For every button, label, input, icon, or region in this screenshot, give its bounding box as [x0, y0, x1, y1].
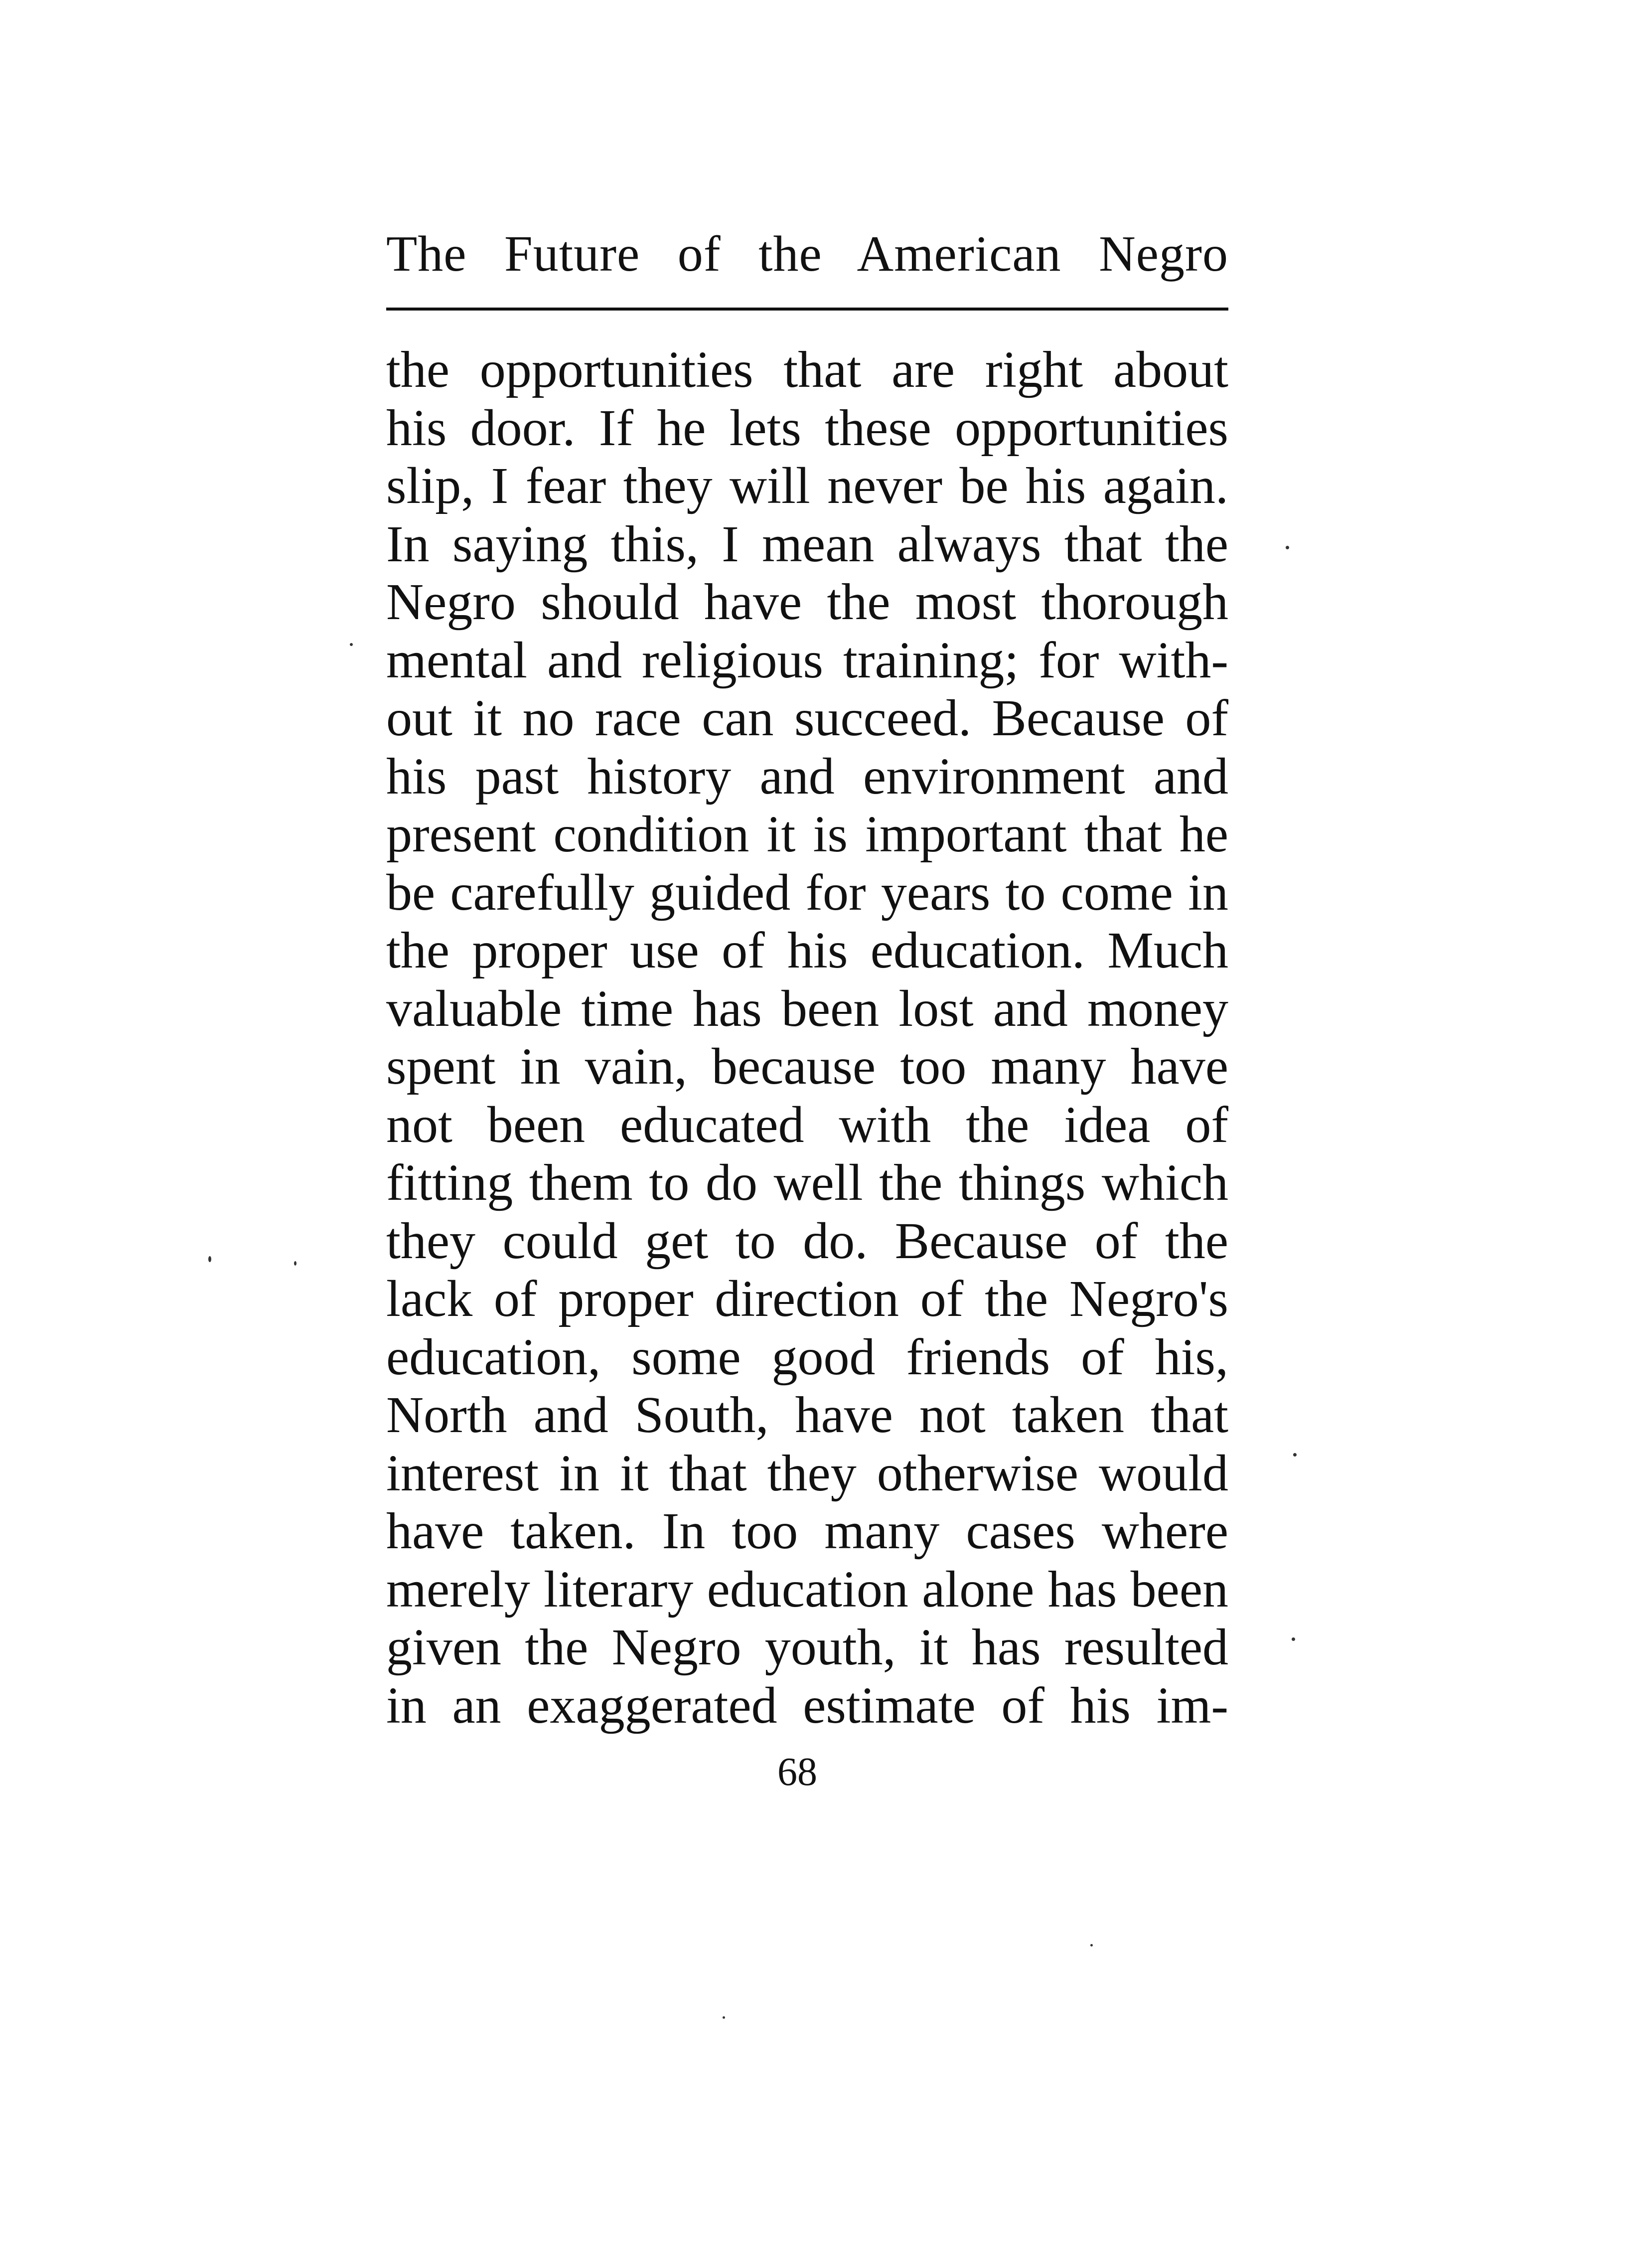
text-line: his past history and environment and — [386, 747, 1228, 805]
text-line: mental and religious training; for with- — [386, 631, 1228, 689]
scan-speck — [1292, 1637, 1295, 1641]
text-line: fitting them to do well the things which — [386, 1154, 1228, 1211]
scan-speck — [1293, 1453, 1297, 1457]
scan-speck — [1286, 546, 1289, 549]
scan-speck — [350, 643, 353, 646]
text-line: interest in it that they otherwise would — [386, 1444, 1228, 1502]
text-line: Negro should have the most thorough — [386, 573, 1228, 631]
text-line: education, some good friends of his, — [386, 1328, 1228, 1386]
text-line: In saying this, I mean always that the — [386, 515, 1228, 573]
scan-speck — [208, 1256, 211, 1262]
scan-speck — [723, 2016, 725, 2019]
page-number: 68 — [777, 1750, 817, 1794]
text-line: out it no race can succeed. Because of — [386, 689, 1228, 747]
text-line: lack of proper direction of the Negro's — [386, 1270, 1228, 1327]
header-rule — [386, 308, 1228, 311]
text-line: present condition it is important that he — [386, 806, 1228, 863]
text-line: slip, I fear they will never be his again. — [386, 457, 1228, 514]
scan-speck — [1090, 1944, 1093, 1946]
running-head: The Future of the American Negro — [386, 226, 1228, 282]
text-line: they could get to do. Because of the — [386, 1212, 1228, 1270]
text-line: his door. If he lets these opportunities — [386, 399, 1228, 457]
text-line: North and South, have not taken that — [386, 1386, 1228, 1444]
scan-speck — [294, 1261, 296, 1266]
text-line: have taken. In too many cases where — [386, 1502, 1228, 1560]
body-text — [386, 341, 1228, 1735]
text-line: spent in vain, because too many have — [386, 1038, 1228, 1095]
text-line: merely literary education alone has been — [386, 1560, 1228, 1618]
text-line: valuable time has been lost and money — [386, 979, 1228, 1037]
text-line: in an exaggerated estimate of his im- — [386, 1676, 1228, 1734]
text-line: the opportunities that are right about — [386, 341, 1228, 398]
text-line: the proper use of his education. Much — [386, 922, 1228, 979]
text-line: given the Negro youth, it has resulted — [386, 1619, 1228, 1676]
text-line: not been educated with the idea of — [386, 1096, 1228, 1153]
text-line: be carefully guided for years to come in — [386, 863, 1228, 921]
